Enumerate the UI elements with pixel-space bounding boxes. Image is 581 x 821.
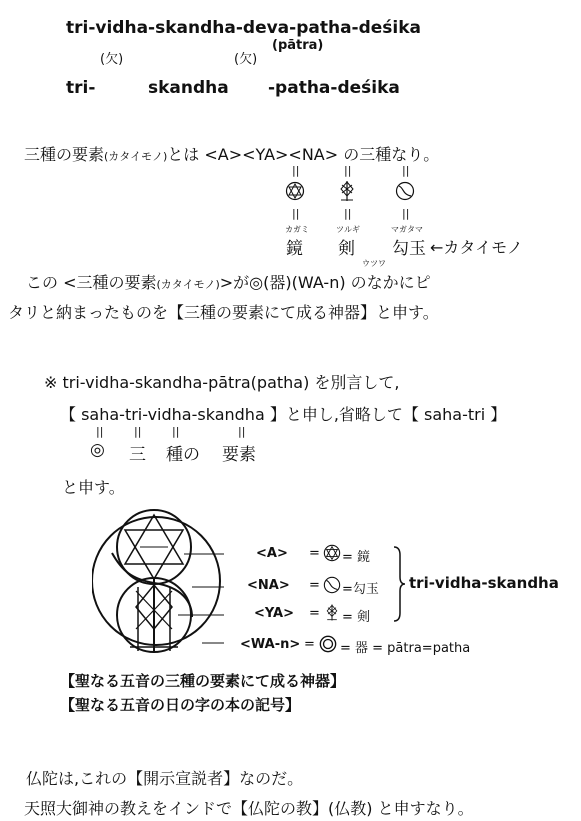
vessel-line-1 [26,270,431,293]
diagram-label-na: <NA> [247,578,290,593]
a-symbol-icon [323,544,341,562]
vessel-line-1-part: )(WA-n) のなかにピ [285,273,431,292]
note-line-4: と申す。 [62,478,125,497]
diagram-na-value: =勾玉 [342,582,379,597]
katai-mono-kana: (カタイモノ) [104,150,168,163]
equals-mark: || [402,207,410,220]
tsurugi-label: 剣 [338,239,355,259]
equals-mark: || [172,425,180,438]
diagram-label-a: <A> [256,546,288,561]
equals-mark: || [292,207,300,220]
vessel-line-1-utsuwa: 器 [269,273,286,292]
utsuwa-ruby: ウツワ [362,259,386,268]
vessel-line-1-part: >が◎( [219,273,270,292]
missing-mark-1: (欠) [100,52,124,67]
term-full: tri-vidha-skandha-deva-patha-deśika [66,18,422,38]
diagram-eq: = [309,578,320,593]
magatama-ruby: マガタマ [391,225,423,234]
ya-symbol-icon [324,603,340,622]
ya-symbol-icon [337,180,357,202]
diagram-caption-1: 【聖なる五音の三種の要素にて成る神器】 [60,672,346,690]
equals-mark: || [96,425,104,438]
tri-gloss: 三 [129,445,146,465]
missing-mark-2: (欠) [234,52,258,67]
diagram-caption-2: 【聖なる五音の日の字の本の記号】 [60,696,301,714]
equals-mark: || [292,164,300,177]
three-elements-word: 三種の要素 [24,145,105,164]
term-short-patha-desika: -patha-deśika [268,78,400,98]
term-short-tri: tri- [66,78,96,98]
diagram-wan-value: = 器 = pātra=patha [340,641,471,656]
kagami-ruby: カガミ [285,225,309,234]
note-line-2: 【 saha-tri-vidha-skandha 】と申し,省略して【 saha-tri 】 [60,405,507,424]
na-symbol-icon [323,576,341,594]
footer-line-1: 仏陀は,これの【開示宣説者】なのだ。 [26,769,304,788]
kagami-label: 鏡 [286,239,303,259]
term-short-skandha: skandha [148,78,229,98]
note-line-1: ※ tri-vidha-skandha-pātra(patha) を別言して, [44,373,400,392]
diagram-label-ya: <YA> [254,606,295,621]
vessel-line-1-part: この <三種の要素 [26,273,157,292]
saha-gloss: ◎ [90,440,105,460]
sacred-symbol-diagram [92,507,224,663]
diagram-ya-value: = 剣 [342,610,371,625]
diagram-eq: = [309,546,320,561]
na-symbol-icon [395,181,415,201]
patra-note: (pātra) [272,38,324,53]
vessel-line-1-kana: (カタイモノ) [156,278,220,291]
skandha-gloss: 要素 [222,445,256,465]
katai-mono-arrow-label: ←カタイモノ [430,238,523,257]
diagram-eq: = [304,637,315,652]
three-elements-definition: とは <A><YA><NA> の三種なり。 [167,145,440,164]
a-symbol-icon [285,181,305,201]
equals-mark: || [344,164,352,177]
brace-icon [392,545,406,627]
double-circle-icon [319,635,337,653]
vessel-line-2: タリと納まったものを【三種の要素にて成る神器】と申す。 [8,303,439,322]
footer-line-2: 天照大御神の教えをインドで【仏陀の教】(仏教) と申すなり。 [24,799,474,818]
diagram-label-wan: <WA-n> [240,637,301,652]
equals-mark: || [134,425,142,438]
diagram-eq: = [309,606,320,621]
equals-mark: || [344,207,352,220]
vidha-gloss: 種の [166,445,200,465]
three-elements-line [24,142,439,165]
brace-label: tri-vidha-skandha [409,574,559,592]
equals-mark: || [402,164,410,177]
diagram-a-value: = 鏡 [342,550,371,565]
tsurugi-ruby: ツルギ [336,225,360,234]
equals-mark: || [238,425,246,438]
magatama-label: 勾玉 [392,239,426,259]
